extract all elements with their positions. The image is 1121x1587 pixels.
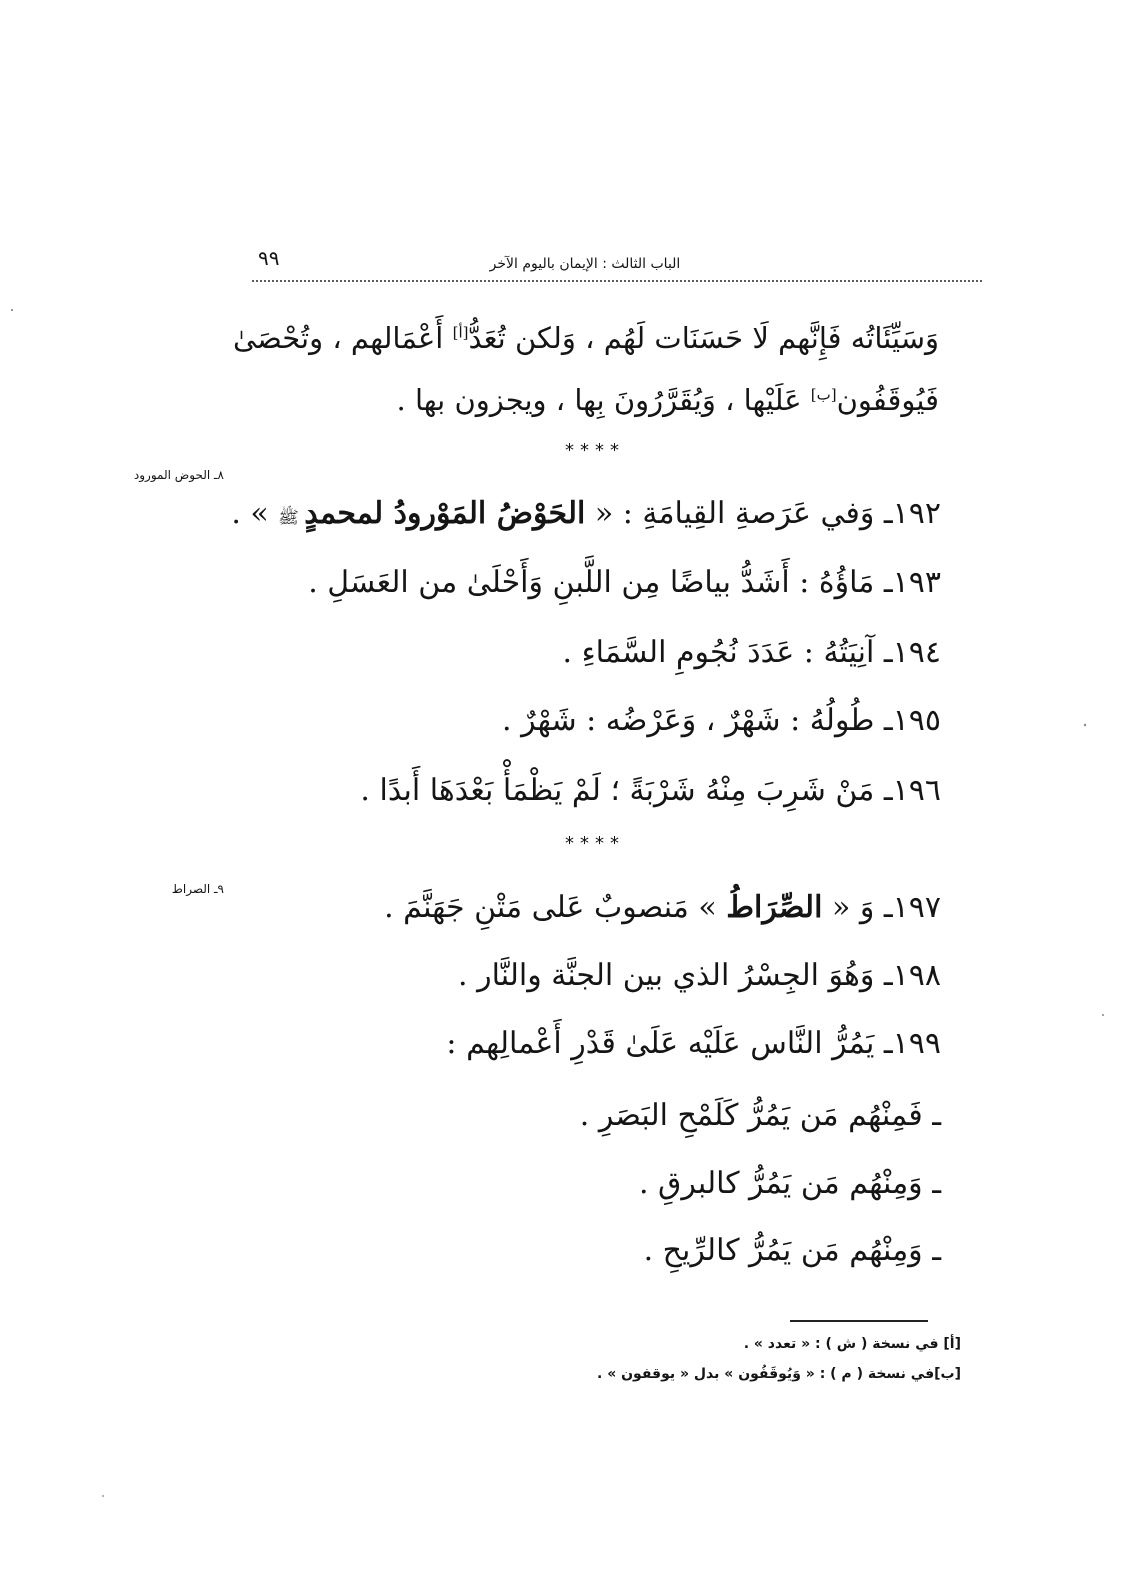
item-text: وَ « — [822, 890, 884, 925]
item-195 — [502, 700, 941, 742]
item-text-end: » . — [231, 496, 279, 531]
sub-item-1: ـ فَمِنْهُم مَن يَمُرُّ كَلَمْحِ البَصَرِ . — [579, 1098, 941, 1133]
side-heading-hawd: ٨ـ الحوض المورود — [133, 468, 224, 482]
paragraph-line-2-start: فَيُوقَفُون — [836, 383, 939, 417]
footnote-ref-a[interactable]: [أ] — [452, 323, 469, 342]
sub-item-3: ـ وَمِنْهُم مَن يَمُرُّ كالرِّيحِ . — [643, 1233, 941, 1268]
paragraph-line-2 — [397, 380, 939, 420]
item-quote: الصِّرَاطُ — [726, 890, 823, 925]
speck — [1102, 1014, 1104, 1016]
speck — [1084, 724, 1086, 726]
footnote-b: [ب]في نسخة ( م ) : « وَيُوقَفُون » بدل « يوقفون » . — [597, 1366, 961, 1382]
item-197 — [384, 887, 941, 929]
item-193 — [308, 562, 941, 604]
paragraph-line-1-end: أَعْمَالهم ، وتُحْصَىٰ — [232, 321, 453, 355]
item-number: ١٩٦ـ — [883, 773, 941, 808]
item-number: ١٩٢ـ — [883, 496, 941, 531]
sub-item-2: ـ وَمِنْهُم مَن يَمُرُّ كالبرقِ . — [638, 1166, 941, 1201]
speck — [102, 1495, 104, 1497]
item-number: ١٩٣ـ — [883, 565, 941, 600]
item-text-end: » مَنصوبٌ عَلى مَتْنِ جَهَنَّمَ . — [384, 890, 727, 925]
item-number: ١٩٨ـ — [883, 958, 941, 993]
item-text: مَنْ شَرِبَ مِنْهُ شَرْبَةً ؛ لَمْ يَظْمَأْ بَعْدَهَا أَبدًا . — [360, 773, 884, 808]
item-text: وَهُوَ الجِسْرُ الذي بين الجنَّة والنَّار . — [458, 958, 884, 993]
footnote-ref-b[interactable]: [ب] — [810, 385, 837, 404]
footnote-a: [أ] في نسخة ( ش ) : « تعدد » . — [743, 1336, 961, 1352]
item-number: ١٩٥ـ — [883, 703, 941, 738]
item-text: وَفي عَرَصةِ القِيامَةِ : « — [585, 496, 884, 531]
item-199 — [446, 1023, 941, 1065]
item-196 — [360, 770, 941, 812]
paragraph-line-1 — [233, 318, 939, 358]
item-text: مَاؤُهُ : أَشَدُّ بياضًا مِن اللَّبنِ وَأَحْلَىٰ من العَسَلِ . — [308, 565, 884, 600]
item-194 — [563, 632, 942, 674]
item-text: طُولُهُ : شَهْرٌ ، وَعَرْضُه : شَهْرٌ . — [502, 703, 884, 738]
item-text: آنِيَتُهُ : عَدَدَ نُجُومِ السَّمَاءِ . — [562, 635, 884, 670]
section-separator-1: **** — [565, 440, 625, 461]
item-198 — [458, 955, 941, 997]
running-title: الباب الثالث : الإيمان باليوم الآخر — [489, 256, 681, 272]
page-number: ٩٩ — [258, 246, 280, 270]
header-rule — [252, 280, 982, 282]
item-text: يَمُرُّ النَّاس عَلَيْه عَلَىٰ قَدْرِ أَعْمالِهم : — [446, 1026, 884, 1061]
item-number: ١٩٤ـ — [883, 635, 941, 670]
speck — [11, 309, 13, 311]
item-quote: الحَوْضُ المَوْرودُ لمحمدٍ — [304, 496, 586, 531]
item-192 — [231, 493, 941, 539]
side-heading-sirat: ٩ـ الصراط — [171, 882, 224, 896]
section-separator-2: **** — [565, 833, 625, 854]
item-number: ١٩٩ـ — [883, 1026, 941, 1061]
footnote-rule — [790, 1320, 928, 1322]
paragraph-line-1-start: وَسَيِّئَاتُه فَإِنَّهم لَا حَسَنَات لَهُم ، وَلكن تُعَدُّ — [468, 321, 939, 355]
honorific-glyph: ﷺ — [278, 508, 305, 528]
paragraph-line-2-end: عَلَيْها ، وَيُقَرَّرُونَ بِها ، ويجزون بها . — [396, 383, 811, 417]
item-number: ١٩٧ـ — [883, 890, 941, 925]
